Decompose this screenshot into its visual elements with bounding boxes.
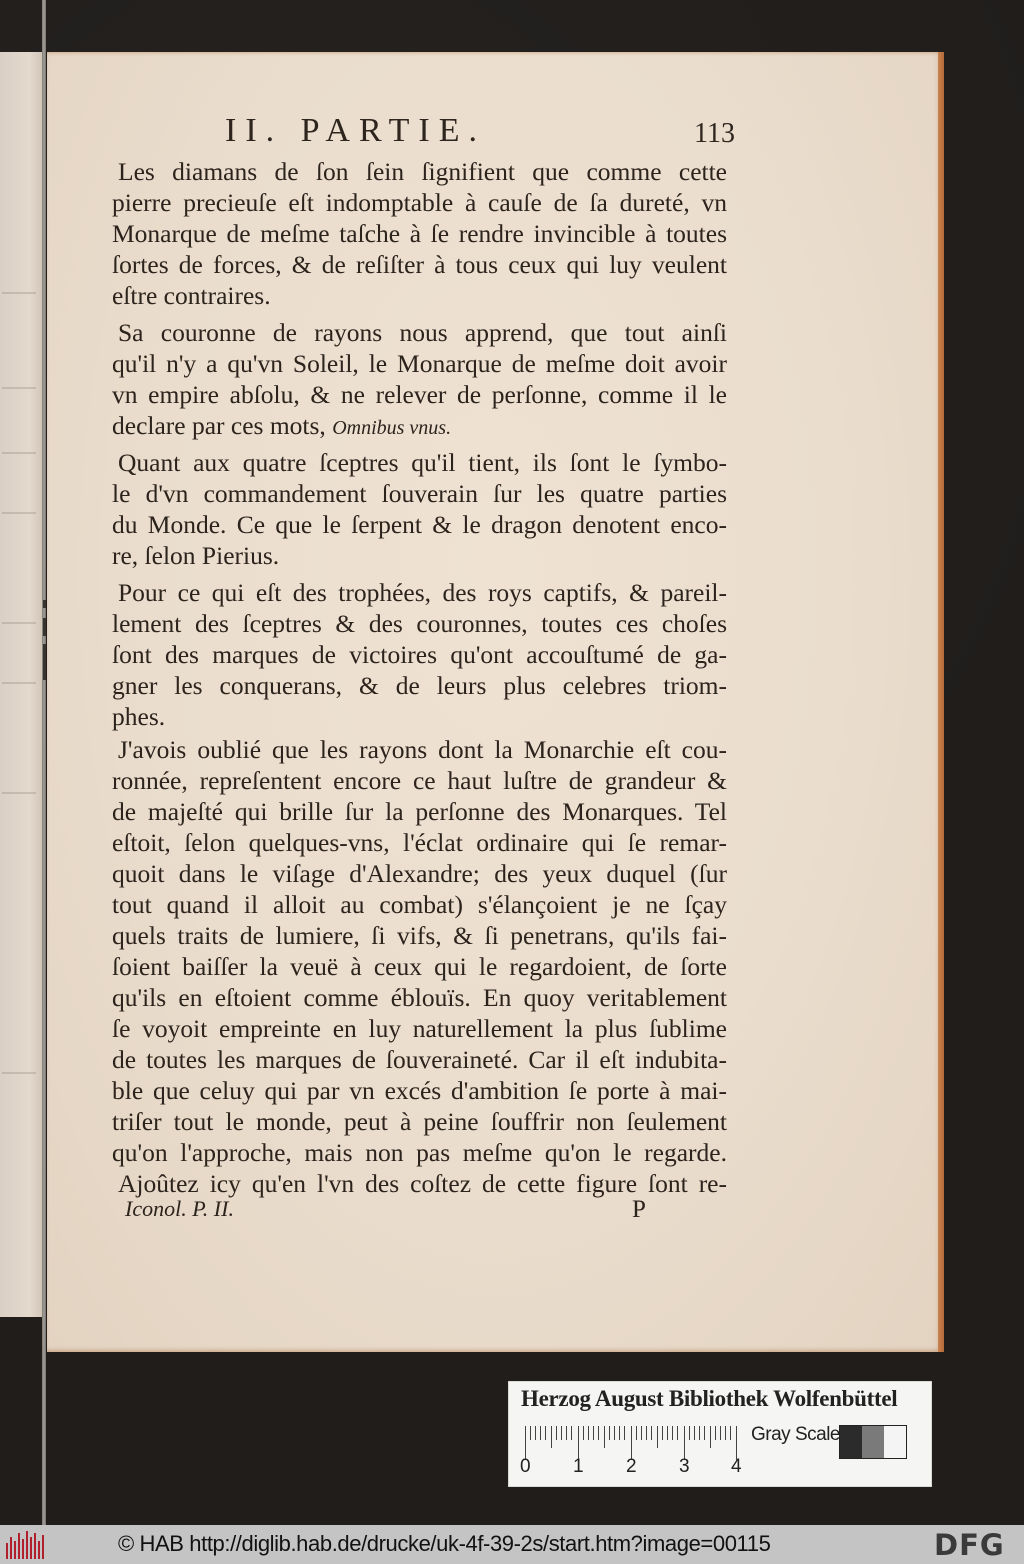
signature-mark-title: Iconol. P. II. [125, 1196, 234, 1221]
text-line: lement des ſceptres & des couronnes, toutes ces choſes [112, 609, 727, 638]
color-calibration-card [508, 1381, 932, 1487]
text-line: ſe voyoit empreinte en luy naturellement la plus ſublime [112, 1014, 727, 1043]
gray-scale-swatches [839, 1425, 907, 1459]
show-through-line [2, 452, 36, 454]
footer-bar [0, 1525, 1024, 1564]
ruler-label: 3 [679, 1456, 690, 1477]
text-line: qu'il n'y a qu'vn Soleil, le Monarque de meſme doit avoir [112, 349, 727, 378]
text-line: ronnée, repreſentent encore ce haut luſtre de grandeur & [112, 766, 727, 795]
show-through-line [2, 1072, 36, 1074]
text-line: J'avois oublié que les rayons dont la Monarchie eſt cou- [118, 735, 727, 764]
text-line: Sa couronne de rayons nous apprend, que tout ainſi [118, 318, 727, 347]
show-through-line [2, 292, 36, 294]
show-through-line [2, 682, 36, 684]
hab-logo-icon[interactable] [6, 1531, 46, 1559]
text-line: qu'on l'approche, mais non pas meſme qu'on le regarde. [112, 1138, 727, 1167]
text-line: pierre precieuſe eſt indomptable à cauſe de ſa dureté, vn [112, 188, 727, 217]
text-line: triſer tout le monde, peut à peine ſouffrir non ſeulement [112, 1107, 727, 1136]
show-through-line [2, 792, 36, 794]
swatch-light [884, 1426, 906, 1458]
text-line: tout quand il alloit au combat) s'élançoient je ne ſçay [112, 890, 727, 919]
show-through-line [2, 512, 36, 514]
ruler-label: 2 [626, 1456, 637, 1477]
show-through-line [2, 622, 36, 624]
text-line: qu'ils en eſtoient comme éblouïs. En quoy veritablement [112, 983, 727, 1012]
text-line: Les diamans de ſon ſein ſignifient que comme cette [118, 157, 727, 186]
text-line [112, 410, 727, 444]
ruler-label: 4 [731, 1456, 742, 1477]
signature-mark-letter: P [632, 1196, 646, 1223]
page-number: 113 [694, 118, 735, 149]
text-line: Ajoûtez icy qu'en l'vn des coſtez de cette figure ſont re- [118, 1169, 727, 1198]
text-line: eſtoit, ſelon quelques-vns, l'éclat ordinaire qui ſe remar- [112, 828, 727, 857]
show-through-line [2, 387, 36, 389]
text-line: du Monde. Ce que le ſerpent & le dragon denotent enco- [112, 510, 727, 539]
text-line: phes. [112, 702, 166, 731]
latin-motto: Omnibus vnus. [332, 417, 452, 439]
page-edge [938, 52, 944, 1352]
text-line: Quant aux quatre ſceptres qu'il tient, ils ſont le ſymbo- [118, 448, 727, 477]
text-line: ſortes de forces, & de reſiſter à tous ceux qui luy veulent [112, 250, 727, 279]
ruler-label: 0 [520, 1456, 531, 1477]
facing-page-edge [0, 52, 42, 1317]
ruler-label: 1 [573, 1456, 584, 1477]
swatch-dark [840, 1426, 862, 1458]
copyright-link[interactable]: © HAB http://diglib.hab.de/drucke/uk-4f-39-2s/start.htm?image=00115 [118, 1531, 771, 1556]
dfg-logo[interactable]: DFG [934, 1528, 1005, 1562]
text-line: quoit dans le viſage d'Alexandre; des yeux duquel (ſur [112, 859, 727, 888]
gray-scale-label: Gray Scale [751, 1424, 840, 1445]
text-line: Pour ce qui eſt des trophées, des roys captifs, & pareil- [118, 578, 727, 607]
text-line: de majeſté qui brille ſur la perſonne des Monarques. Tel [112, 797, 727, 826]
text-line: re, ſelon Pierius. [112, 541, 280, 570]
text-line: de toutes les marques de ſouveraineté. Car il eſt indubita- [112, 1045, 727, 1074]
text-line: vn empire abſolu, & ne relever de perſonne, comme il le [112, 380, 727, 409]
section-title: II. PARTIE. [225, 112, 486, 149]
text-line: gner les conquerans, & de leurs plus celebres triom- [112, 671, 727, 700]
text-line: ſont des marques de victoires qu'ont accouſtumé de ga- [112, 640, 727, 669]
gutter-marks [43, 600, 46, 680]
running-head [225, 112, 735, 152]
text-line-lead: declare par ces mots, [112, 411, 326, 440]
text-line: quels traits de lumiere, ſi vifs, & ſi penetrans, qu'ils fai- [112, 921, 727, 950]
text-line: eſtre contraires. [112, 281, 271, 310]
swatch-mid [862, 1426, 884, 1458]
text-line: Monarque de meſme taſche à ſe rendre invincible à toutes [112, 219, 727, 248]
text-line: le d'vn commandement ſouverain ſur les quatre parties [112, 479, 727, 508]
text-line: ſoient baiſſer la veuë à ceux qui le regardoient, de ſorte [112, 952, 727, 981]
institution-name: Herzog August Bibliothek Wolfenbüttel [521, 1386, 898, 1411]
text-line: ble que celuy qui par vn excés d'ambition ſe porte à mai- [112, 1076, 727, 1105]
book-spine-line [42, 0, 46, 1525]
